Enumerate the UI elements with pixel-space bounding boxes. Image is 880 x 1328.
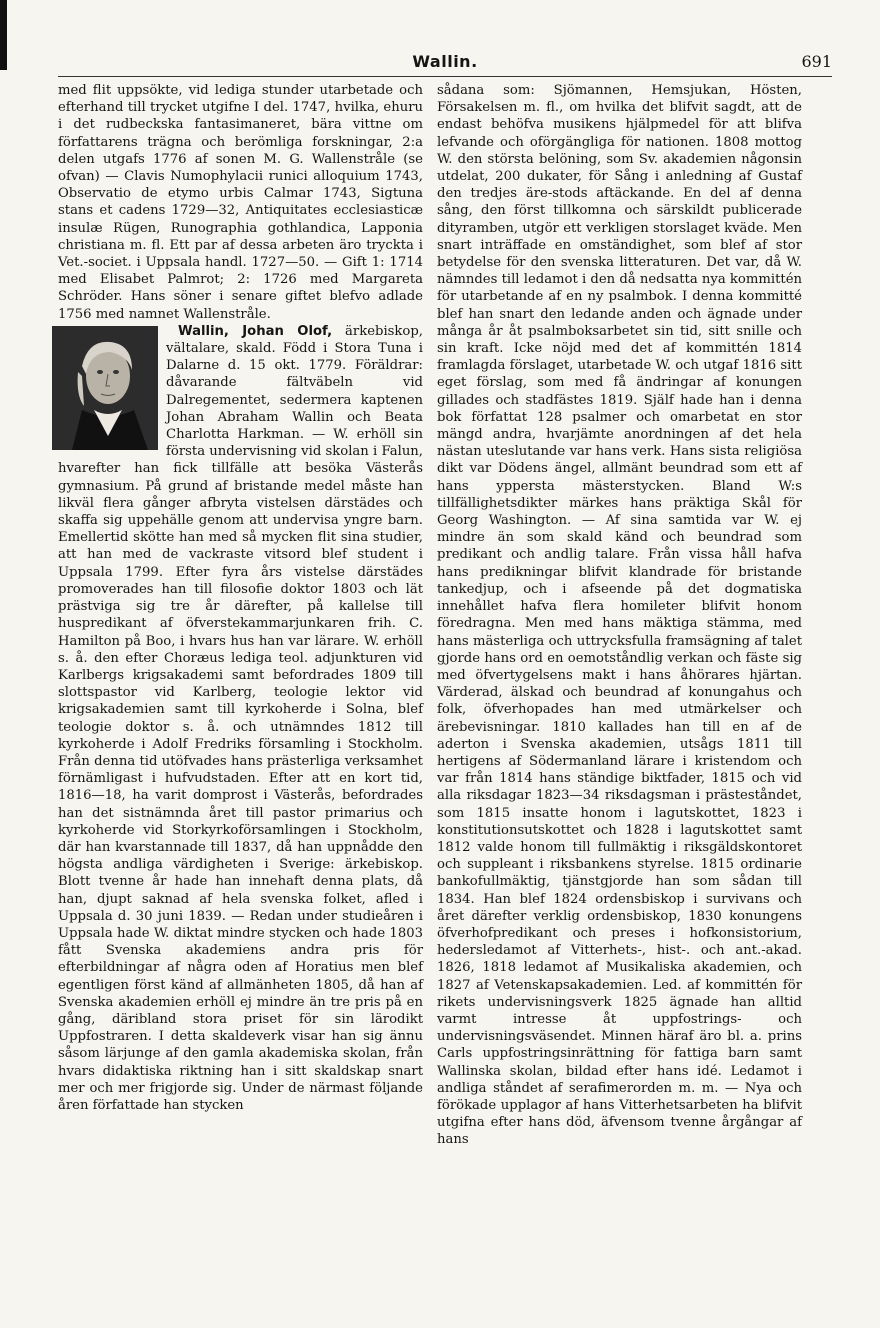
right-column (437, 82, 802, 1312)
page-header (58, 50, 832, 78)
header-rule (58, 76, 832, 77)
portrait-image (52, 326, 158, 450)
continued-entry-text: med flit uppsökte, vid lediga stunder utarbetade och efterhand till trycket utgifne I del. 1747, hvilka, ehuru i det rudbeckska fantasimaneret, bära vittne om författarens trägna och berömliga forskningar, 2:a delen utgafs 1776 af sonen M. G. Wallenstråle (se ofvan) — Clavis Numophylacii runici alloquium 1743, Observatio de etymo urbis Calmar 1743, Sigtuna stans et cadens 1729—32, Antiquitates ecclesiasticæ insulæ Rügen, Runographia gothlandica, Lapponia christiana m. fl. Ett par af dessa arbeten äro tryckta i Vet.-societ. i Uppsala handl. 1727—50. — Gift 1: 1714 med Elisabet Palmrot; 2: 1726 med Margareta Schröder. Hans söner i senare giftet blefvo adlade 1756 med namnet Wallenstråle. (58, 83, 423, 322)
entry-continuation: sådana som: Sjömannen, Hemsjukan, Hösten, Försakelsen m. fl., om hvilka det blifvit sagdt, att de endast behöfva musikens hjälpmedel för att blifva lefvande och oförgängliga för nationen. 1808 mottog W. den största belöning, som Sv. akademien någonsin utdelat, 200 dukater, för Sång i anledning af Gustaf den tredjes äre-stods aftäckande. En del af denna sång, den först tillkomna och särskildt publicerade dityramben, utgör ett verkligen storslaget kväde. Men snart inträffade en omständighet, som blef af stor betydelse för den svenska litteraturen. Det var, då W. nämndes till ledamot i den då nedsatta nya kommittén för utarbetande af en ny psalmbok. I denna kommitté blef han snart den ledande anden och ägnade under många år åt psalmboksarbetet sin tid, sitt snille och sin kraft. Icke nöjd med det af kommittén 1814 framlagda förslaget, utarbetade W. och utgaf 1816 sitt eget förslag, som med få ändringar af konungen gillades och stadfästes 1819. Själf hade han i denna bok författat 128 psalmer och omarbetat en stor mängd andra, hvarjämte anordningen af det hela nästan uteslutande var hans verk. Hans sista religiösa dikt var Dödens ängel, allmänt beundrad som ett af hans yppersta mästerstycken. Bland W:s tillfällighetsdikter märkes hans präktiga Skål för Georg Washington. — Af sina samtida var W. ej mindre än som skald känd och beundrad som predikant och andlig talare. Från vissa håll hafva hans predikningar blifvit klandrade för bristande tankedjup, och i afseende på det dogmatiska innehållet hafva flera homileter blifvit honom föredragna. Men med hans mäktiga stämma, med hans mästerliga och uttrycksfulla framsägning af talet gjorde hans ord en oemotståndlig verkan och fäste sig med öfvertygelsens makt i hans åhörares hjärtan. Värderad, älskad och beundrad af konungahus och folk, öfverhopades han med utmärkelser och ärebevisningar. 1810 kallades han till en af de aderton i Svenska akademien, utsågs 1811 till hertigens af Södermanland lärare i kristendom och var från 1814 hans ständige biktfader, 1815 och vid alla riksdagar 1823—34 riksdagsman i prästeståndet, som 1815 insatte honom i lagutskottet, 1823 i konstitutionsutskottet och 1828 i lagutskottet samt 1812 valde honom till fullmäktig i riksgäldskontoret och suppleant i riksbankens styrelse. 1815 ordinarie bankofullmäktig, tjänstgjorde han som sådan till 1834. Han blef 1824 ordensbiskop i survivans och året därefter verklig ordensbiskop, 1830 konungens öfverhofpredikant och preses i hofkonsistorium, hedersledamot af Vitterhets-, hist-. och ant.-akad. 1826, 1818 ledamot af Musikaliska akademien, och 1827 af Vetenskapsakademien. Led. af kommittén för rikets undervisningsverk 1825 ägnade han alltid varmt intresse åt uppfostrings- och undervisningsväsendet. Minnen häraf äro bl. a. prins Carls uppfostringsinrättning för fattiga barn samt Wallinska skolan, bildad efter hans idé. Ledamot i andliga ståndet af serafimerorden m. m. — Nya och förökade upplagor af hans Vitterhetsarbeten ha blifvit utgifna efter hans död, äfvensom tvenne årgångar af hans (437, 83, 802, 1148)
entry-wallin-johan-olof (58, 323, 423, 1114)
binding-edge (0, 0, 7, 70)
running-title: Wallin. (412, 52, 478, 71)
entry-body: ärkebiskop, vältalare, skald. Född i Stora Tuna i Dalarne d. 15 okt. 1779. Föräldrar: dåvarande fältväbeln vid Dalregementet, sedermera kaptenen Johan Abraham Wallin och Beata Charlotta Harkman. — W. erhöll sin första undervisning vid skolan i Falun, hvarefter han fick tillfälle att besöka Västerås gymnasium. På grund af bristande medel måste han likväl flera gånger afbryta vistelsen därstädes och skaffa sig uppehälle genom att undervisa yngre barn. Emellertid skötte han med så mycken flit sina studier, att han med de vackraste vitsord blef student i Uppsala 1799. Efter fyra års vistelse därstädes promoverades han till filosofie doktor 1803 och lät prästviga sig tre år därefter, på kallelse till huspredikant af öfverstekammarjunkaren frih. C. Hamilton på Boo, i hvars hus han var lärare. W. erhöll s. å. den efter Choræus lediga teol. adjunkturen vid Karlbergs krigsakademi samt befordrades 1809 till slottspastor vid Karlberg, teologie lektor vid krigsakademien samt till kyrkoherde i Solna, blef teologie doktor s. å. och utnämndes 1812 till kyrkoherde i Adolf Fredriks församling i Stockholm. Från denna tid utöfvades hans prästerliga verksamhet förnämligast i hufvudstaden. Efter att en kort tid, 1816—18, ha varit domprost i Västerås, befordrades han det sistnämnda året till pastor primarius och kyrkoherde vid Storkyrkoförsamlingen i Stockholm, där han kvarstannade till 1837, då han uppnådde den högsta andliga värdigheten i Sverige: ärkebiskop. Blott tvenne år hade han innehaft denna plats, då han, djupt saknad af hela svenska folket, afled i Uppsala d. 30 juni 1839. — Redan under studieåren i Uppsala hade W. diktat mindre stycken och hade 1803 fått Svenska akademiens andra pris för efterbildningar af några oden af Horatius men blef egentligen först känd af allmänheten 1805, då han af Svenska akademien erhöll ej mindre än tre pris på en gång, däribland stora priset för sin lärodikt Uppfostraren. I detta skaldeverk visar han sig ännu såsom lärjunge af den gamla akademiska skolan, från hvars didaktiska riktning han i sitt skaldskap snart mer och mer frigjorde sig. Under de närmast följande åren författade han stycken (58, 323, 423, 1113)
page-number: 691 (801, 52, 832, 71)
entry-headword: Wallin, Johan Olof, (178, 323, 333, 339)
left-column (58, 82, 423, 1312)
